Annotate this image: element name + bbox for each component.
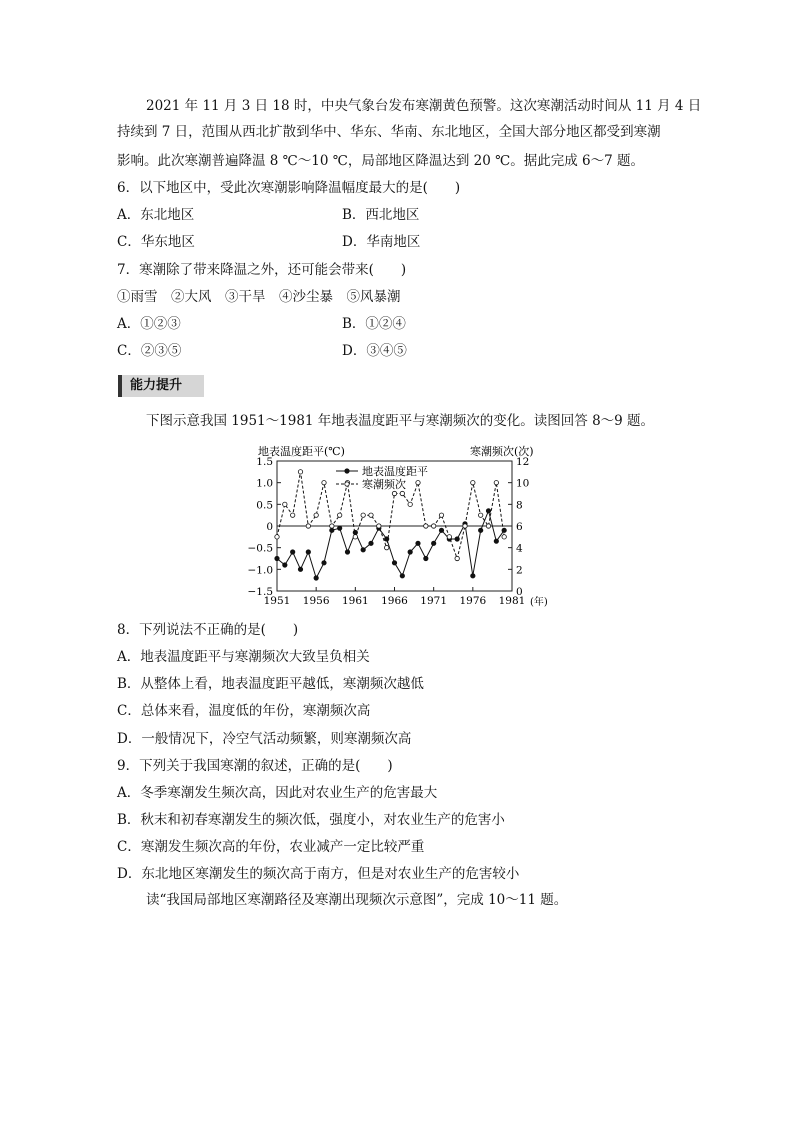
q7-option-b: B．①②④ (342, 316, 406, 332)
y-right-tick-label: 10 (516, 477, 530, 490)
y-right-tick-label: 0 (516, 586, 523, 598)
x-tick-label: 1956 (302, 595, 330, 607)
series-1-point (298, 567, 302, 571)
series-2-point (377, 524, 381, 528)
legend-marker (345, 482, 349, 486)
x-tick-label: 1961 (341, 595, 369, 607)
series-1-point (439, 528, 443, 532)
q9-stem: 9．下列关于我国寒潮的叙述，正确的是( ) (117, 758, 393, 774)
legend-marker (345, 469, 349, 473)
series-2-point (455, 556, 459, 560)
chart-intro: 下图示意我国 1951～1981 年地表温度距平与寒潮频次的变化。读图回答 8～9 题。 (146, 413, 655, 429)
series-2-point (416, 480, 420, 484)
y-left-tick-label: −0.5 (247, 542, 273, 555)
series-2-point (408, 502, 412, 506)
y-left-tick-label: 1.5 (256, 456, 273, 468)
q8-option-a: A．地表温度距平与寒潮频次大致呈负相关 (117, 649, 370, 665)
y-right-label: 寒潮频次(次) (470, 445, 534, 458)
series-1-point (283, 563, 287, 567)
temperature-cold-wave-chart (240, 438, 560, 610)
y-left-tick-label: −1.5 (247, 586, 273, 598)
q9-option-d: D．东北地区寒潮发生的频次高于南方，但是对农业生产的危害较小 (117, 866, 520, 882)
q7-option-a: A．①②③ (117, 316, 181, 332)
y-left-tick-label: 0 (266, 521, 273, 533)
series-2-point (384, 545, 388, 549)
y-left-tick-label: 0.5 (256, 499, 273, 512)
q9-option-b: B．秋末和初春寒潮发生的频次低，强度小，对农业生产的危害小 (117, 812, 505, 828)
q6-stem: 6．以下地区中，受此次寒潮影响降温幅度最大的是( ) (117, 180, 461, 196)
series-2-point (369, 513, 373, 517)
series-1-point (369, 541, 373, 545)
q9-option-c: C．寒潮发生频次高的年份，农业减产一定比较严重 (117, 839, 425, 855)
series-2-point (463, 524, 467, 528)
series-1-point (424, 556, 428, 560)
series-2-point (290, 513, 294, 517)
series-2-point (502, 535, 506, 539)
series-1-point (494, 539, 498, 543)
series-2-point (392, 491, 396, 495)
q8-stem: 8．下列说法不正确的是( ) (117, 622, 299, 638)
legend-label: 寒潮频次 (362, 478, 406, 491)
q8-option-d: D．一般情况下，冷空气活动频繁，则寒潮频次高 (117, 731, 412, 747)
series-1-point (314, 576, 318, 580)
series-2-point (494, 480, 498, 484)
x-tick-label: 1971 (420, 595, 448, 607)
series-2-point (298, 470, 302, 474)
y-left-tick-label: −1.0 (247, 564, 273, 577)
y-right-tick-label: 12 (516, 456, 530, 468)
series-1-point (416, 541, 420, 545)
series-1-point (400, 574, 404, 578)
series-2-point (447, 535, 451, 539)
series-2-point (424, 524, 428, 528)
q7-option-d: D．③④⑤ (342, 343, 407, 359)
series-1-point (408, 550, 412, 554)
x-tick-label: 1951 (263, 595, 291, 607)
series-2-point (322, 480, 326, 484)
series-1-point (471, 574, 475, 578)
series-2-point (478, 513, 482, 517)
series-2-point (439, 513, 443, 517)
map-intro: 读“我国局部地区寒潮路径及寒潮出现频次示意图”，完成 10～11 题。 (146, 892, 568, 908)
series-1-point (337, 526, 341, 530)
y-left-tick-label: 1.0 (256, 477, 273, 490)
series-1-point (306, 550, 310, 554)
y-right-tick-label: 8 (516, 499, 523, 512)
series-1-point (330, 528, 334, 532)
y-left-label: 地表温度距平(℃) (258, 445, 345, 458)
series-1-point (478, 528, 482, 532)
series-2-point (330, 524, 334, 528)
legend-label: 地表温度距平 (362, 465, 428, 478)
series-1-point (361, 548, 365, 552)
x-unit-label: (年) (530, 597, 548, 608)
series-2-point (314, 513, 318, 517)
series-2-point (275, 535, 279, 539)
series-1-point (345, 550, 349, 554)
intro-line-3: 影响。此次寒潮普遍降温 8 ℃～10 ℃，局部地区降温达到 20 ℃。据此完成 6～7 题。 (117, 153, 644, 169)
series-1-point (455, 537, 459, 541)
q8-option-c: C．总体来看，温度低的年份，寒潮频次高 (117, 703, 371, 719)
series-1-point (290, 550, 294, 554)
q7-stem: 7．寒潮除了带来降温之外，还可能会带来( ) (117, 262, 407, 278)
series-2-point (400, 491, 404, 495)
series-2-point (486, 524, 490, 528)
q6-option-a: A．东北地区 (117, 207, 195, 223)
x-tick-label: 1966 (381, 595, 408, 607)
series-2-point (471, 480, 475, 484)
series-1-point (275, 556, 279, 560)
intro-line-2: 持续到 7 日，范围从西北扩散到华中、华东、华南、东北地区，全国大部分地区都受到寒潮 (117, 124, 661, 140)
q6-option-c: C．华东地区 (117, 234, 195, 250)
q6-option-d: D．华南地区 (342, 234, 421, 250)
series-1-point (322, 561, 326, 565)
series-2-point (361, 513, 365, 517)
q8-option-b: B．从整体上看，地表温度距平越低，寒潮频次越低 (117, 676, 424, 692)
q7-items: ①雨雪 ②大风 ③干旱 ④沙尘暴 ⑤风暴潮 (117, 289, 401, 305)
series-2-point (431, 524, 435, 528)
intro-line-1: 2021 年 11 月 3 日 18 时，中央气象台发布寒潮黄色预警。这次寒潮活动时间从 11 月 4 日 (146, 98, 702, 114)
y-right-tick-label: 2 (516, 564, 523, 577)
series-2-point (353, 535, 357, 539)
series-2-point (283, 502, 287, 506)
y-right-tick-label: 6 (516, 521, 523, 533)
x-tick-label: 1981 (498, 595, 526, 607)
section-title: 能力提升 (118, 375, 204, 397)
series-2-point (306, 524, 310, 528)
series-1-point (392, 561, 396, 565)
x-tick-label: 1976 (459, 595, 487, 607)
series-2-point (337, 513, 341, 517)
series-1-point (431, 541, 435, 545)
series-1-point (486, 509, 490, 513)
y-right-tick-label: 4 (516, 542, 523, 555)
q9-option-a: A．冬季寒潮发生频次高，因此对农业生产的危害最大 (117, 785, 438, 801)
q6-option-b: B．西北地区 (342, 207, 420, 223)
q7-option-c: C．②③⑤ (117, 343, 182, 359)
